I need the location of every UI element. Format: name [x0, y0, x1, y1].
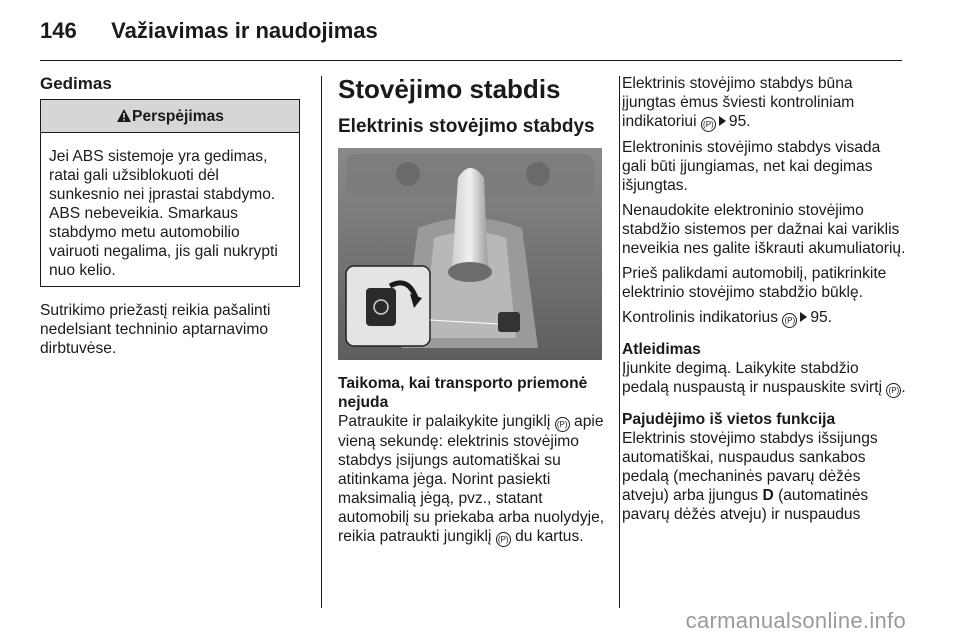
text-control-indicator: Kontrolinis indikatorius	[622, 309, 779, 326]
main-heading: Stovėjimo stabdis	[338, 74, 561, 104]
page-reference-icon	[719, 116, 726, 126]
middle-column	[338, 74, 608, 553]
text-release: Įjunkite degimą. Laikykite stabdžio pedalą nuspaustą ir nuspauskite svirtį	[622, 360, 883, 396]
paragraph-drive-away	[622, 429, 906, 524]
paragraph-always: Elektroninis stovėjimo stabdys visada gali būti įjungiamas, net kai degimas išjungtas.	[622, 139, 881, 194]
text-activate-detail: apie vieną sekundę: elektrinis stovėjimo stabdys įsijungs automatiškai su atitinkama jėga. Norint pasiekti maksimalią jėgą, pvz., statant automobilį su priekaba arba nuolydyje, reikia patraukti jungiklį	[338, 413, 605, 545]
parking-brake-symbol-icon: (P)	[782, 313, 797, 328]
warning-text: Jei ABS sistemoje yra gedimas, ratai gali užsiblokuoti dėl sunkesnio nei įprastai stabdymo. ABS nebeveikia. Smarkaus stabdymo metu automobilio vairuoti negalima, jis gali nukrypti nuo kelio.	[49, 148, 278, 279]
parking-brake-symbol-icon: (P)	[496, 532, 511, 547]
text-pull-switch: Patraukite ir palaikykite jungiklį	[338, 413, 551, 430]
warning-box	[40, 99, 300, 287]
right-column	[622, 74, 906, 530]
paragraph-activate	[338, 412, 608, 547]
paragraph-indicator	[622, 74, 906, 132]
gear-d-label: D	[762, 487, 774, 504]
text-release-end: .	[901, 379, 906, 396]
paragraph-check: Prieš palikdami automobilį, patikrinkite elektrinio stovėjimo stabdžio būklę.	[622, 265, 887, 301]
column-divider-1	[321, 76, 322, 608]
page-header	[40, 18, 378, 48]
paragraph-release	[622, 359, 906, 398]
left-column	[40, 74, 306, 364]
page-title: Važiavimas ir naudojimas	[111, 18, 378, 43]
paragraph-control-indicator	[622, 308, 906, 328]
heading-drive-away: Pajudėjimo iš vietos funkcija	[622, 411, 836, 428]
section-heading-gedimas: Gedimas	[40, 74, 112, 93]
text-twice: du kartus.	[515, 528, 584, 545]
parking-brake-symbol-icon: (P)	[555, 417, 570, 432]
watermark: carmanualsonline.info	[685, 608, 906, 633]
header-rule	[40, 60, 902, 61]
text-drive-away-end: (automatinės pavarų dėžės atveju) ir nuspaudus	[622, 487, 869, 523]
paragraph-repair: Sutrikimo priežastį reikia pašalinti nedelsiant techninio aptarnavimo dirbtuvėse.	[40, 302, 271, 357]
page-number: 146	[40, 18, 77, 43]
warning-title: Perspėjimas	[132, 108, 224, 125]
column-divider-2	[619, 76, 620, 608]
heading-release: Atleidimas	[622, 341, 701, 358]
parking-brake-photo	[338, 148, 602, 360]
parking-brake-symbol-icon: (P)	[701, 117, 716, 132]
warning-header	[41, 100, 299, 133]
section-heading-electric-brake: Elektrinis stovėjimo stabdys	[338, 116, 595, 137]
page-reference-icon	[800, 312, 807, 322]
text-drive-away: Elektrinis stovėjimo stabdys išsijungs automatiškai, nuspaudus sankabos pedalą (mechaninės pavarų dėžės atveju) arba įjungus	[622, 430, 878, 504]
warning-triangle-icon	[116, 108, 132, 123]
caption-stationary: Taikoma, kai transporto priemonė nejuda	[338, 375, 588, 411]
paragraph-battery: Nenaudokite elektroninio stovėjimo stabdžio sistemos per dažnai kai variklis neveikia nes galite iškrauti akumuliatorių.	[622, 202, 906, 257]
parking-brake-symbol-icon: (P)	[886, 383, 901, 398]
page-ref-95: 95.	[810, 309, 833, 326]
text-indicator: Elektrinis stovėjimo stabdys būna įjungtas ėmus šviesti kontroliniam indikatoriui	[622, 75, 855, 130]
page-ref-95: 95.	[728, 113, 751, 130]
